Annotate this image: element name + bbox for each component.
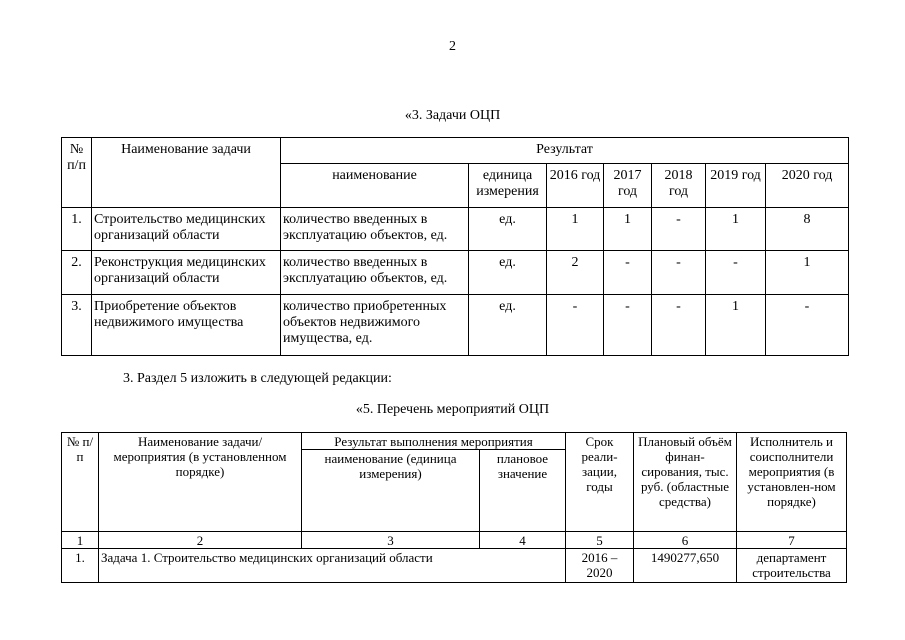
header-executor: Исполнитель и соисполнители мероприятия (в установлен-ном порядке)	[737, 433, 847, 532]
page-number: 2	[449, 39, 456, 54]
column-number: 4	[480, 532, 566, 549]
row-value: 1	[766, 251, 849, 295]
header-year: 2019 год	[706, 164, 766, 208]
row-value: 2	[547, 251, 604, 295]
header-unit: единица измерения	[469, 164, 547, 208]
row-name: количество приобретенных объектов недвижимого имущества, ед.	[281, 295, 469, 356]
row-unit: ед.	[469, 295, 547, 356]
column-number: 2	[99, 532, 302, 549]
row-value: 1	[604, 208, 652, 251]
row-value: -	[706, 251, 766, 295]
row-unit: ед.	[469, 208, 547, 251]
header-result-name: наименование (единица измерения)	[302, 450, 480, 532]
section-title-tasks: «3. Задачи ОЦП	[404, 108, 501, 123]
section-title-measures: «5. Перечень мероприятий ОЦП	[355, 402, 550, 417]
table-row	[62, 549, 847, 583]
row-num: 3.	[62, 295, 92, 356]
header-volume: Плановый объём финан-сирования, тыс. руб. (областные средства)	[634, 433, 737, 532]
row-name: количество введенных в эксплуатацию объектов, ед.	[281, 208, 469, 251]
row-num: 1.	[62, 549, 99, 583]
row-task: Задача 1. Строительство медицинских организаций области	[99, 549, 566, 583]
measures-table	[61, 432, 847, 583]
header-num: № п/п	[62, 138, 92, 208]
row-task: Реконструкция медицинских организаций области	[92, 251, 281, 295]
column-number: 7	[737, 532, 847, 549]
row-num: 1.	[62, 208, 92, 251]
header-year: 2020 год	[766, 164, 849, 208]
header-year: 2017 год	[604, 164, 652, 208]
header-task: Наименование задачи/ мероприятия (в установленном порядке)	[99, 433, 302, 532]
table-row	[62, 251, 849, 295]
row-value: -	[652, 251, 706, 295]
row-num: 2.	[62, 251, 92, 295]
tasks-table	[61, 137, 849, 356]
table-row	[62, 208, 849, 251]
row-task: Строительство медицинских организаций области	[92, 208, 281, 251]
column-number: 6	[634, 532, 737, 549]
row-executor: департамент строительства	[737, 549, 847, 583]
row-value: 8	[766, 208, 849, 251]
header-task: Наименование задачи	[92, 138, 281, 208]
column-number: 5	[566, 532, 634, 549]
row-value: 1	[547, 208, 604, 251]
header-planned: плановое значение	[480, 450, 566, 532]
column-number: 3	[302, 532, 480, 549]
header-year: 2016 год	[547, 164, 604, 208]
row-value: -	[604, 251, 652, 295]
row-value: -	[652, 295, 706, 356]
header-result: Результат	[281, 138, 849, 164]
row-unit: ед.	[469, 251, 547, 295]
row-name: количество введенных в эксплуатацию объектов, ед.	[281, 251, 469, 295]
row-value: 1	[706, 208, 766, 251]
column-number: 1	[62, 532, 99, 549]
row-value: -	[547, 295, 604, 356]
header-num: № п/п	[62, 433, 99, 532]
header-name: наименование	[281, 164, 469, 208]
row-value: -	[766, 295, 849, 356]
header-result: Результат выполнения мероприятия	[302, 433, 566, 450]
row-value: 1	[706, 295, 766, 356]
instruction-paragraph: 3. Раздел 5 изложить в следующей редакции:	[123, 371, 392, 386]
row-term: 2016 – 2020	[566, 549, 634, 583]
header-term: Срок реали-зации, годы	[566, 433, 634, 532]
row-volume: 1490277,650	[634, 549, 737, 583]
table-row	[62, 295, 849, 356]
header-year: 2018 год	[652, 164, 706, 208]
row-value: -	[604, 295, 652, 356]
row-task: Приобретение объектов недвижимого имущества	[92, 295, 281, 356]
row-value: -	[652, 208, 706, 251]
